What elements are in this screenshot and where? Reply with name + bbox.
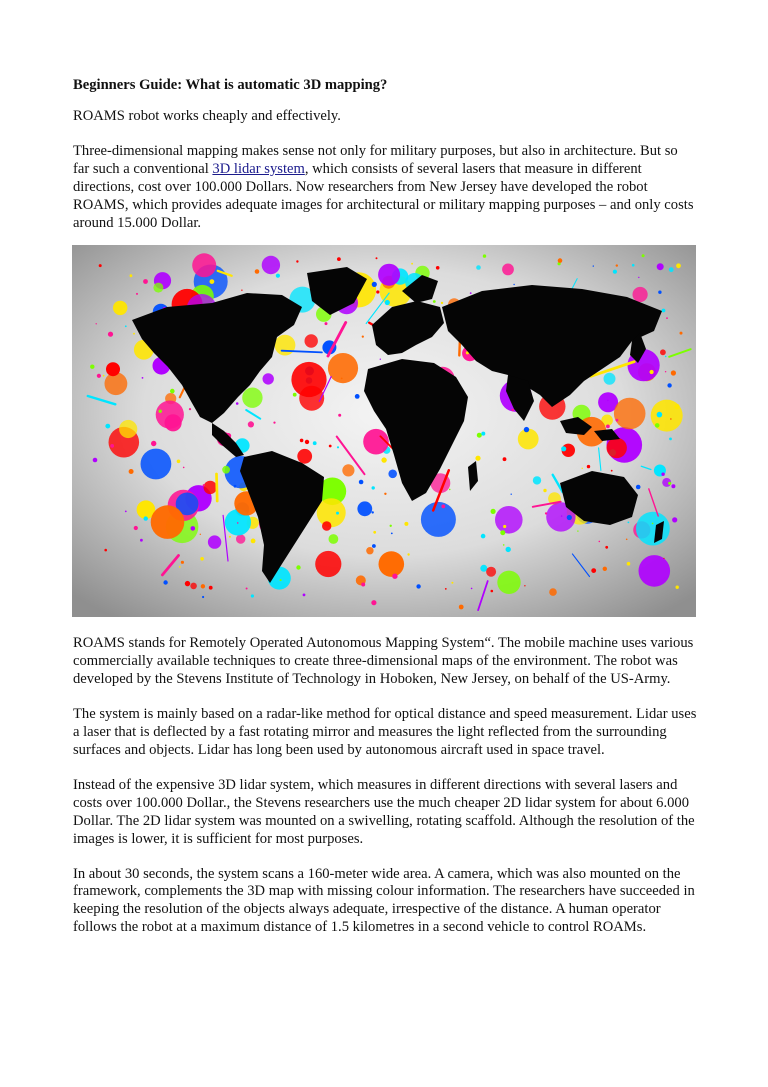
paragraph-1 <box>73 143 697 233</box>
lidar-system-link[interactable]: 3D lidar system <box>212 160 305 177</box>
paragraph-5: In about 30 seconds, the system scans a 160-meter wide area. A camera, which was also mounted on the framework, complements the 3D map with missing colour information. The researchers have succeeded in keeping the resolution of the objects always adequate, irrespective of the distance. A human operator follows the robot at a maximum distance of 1.5 kilometres in a second vehicle to control ROAMs. <box>73 865 695 936</box>
document-page <box>73 76 697 954</box>
splatter-world-map-image <box>72 245 696 617</box>
intro-paragraph: ROAMS robot works cheaply and effectively. <box>73 108 341 124</box>
paragraph-3: The system is mainly based on a radar-like method for optical distance and speed measurement. Lidar uses a laser that is deflected by a fast rotating mirror and measures the light reflected from the surrounding surfaces and objects. Lidar has long been used by autonomous aircraft used in space travel. <box>73 706 697 758</box>
paragraph-1-after-link: , which consists of several lasers that measure in different directions, cost over 100.000 Dollars. Now researchers from New Jersey have developed the robot ROAMS, which provides adequate images for architectural or military mapping purposes – and only costs around 15.000 Dollar. <box>73 160 694 231</box>
paragraph-4: Instead of the expensive 3D lidar system, which measures in different directions with several lasers and costs over 100.000 Dollar., the Stevens researchers use the much cheaper 2D lidar system for about 6.000 Dollar. The 2D lidar system was mounted on a swivelling, rotating scaffold. Although the resolution of the images is lower, it is sufficient for most purposes. <box>73 776 695 847</box>
paragraph-2: ROAMS stands for Remotely Operated Autonomous Mapping System“. The mobile machine uses various commercially available techniques to create three-dimensional maps of the environment. The robot was developed by the Stevens Institute of Technology in Hoboken, New Jersey, on behalf of the US-Army. <box>73 635 694 688</box>
article-title: Beginners Guide: What is automatic 3D mapping? <box>73 77 388 93</box>
paragraph-1-before-link: Three-dimensional mapping makes sense not only for military purposes, but also in architecture. But so far such a conventional <box>73 142 678 177</box>
